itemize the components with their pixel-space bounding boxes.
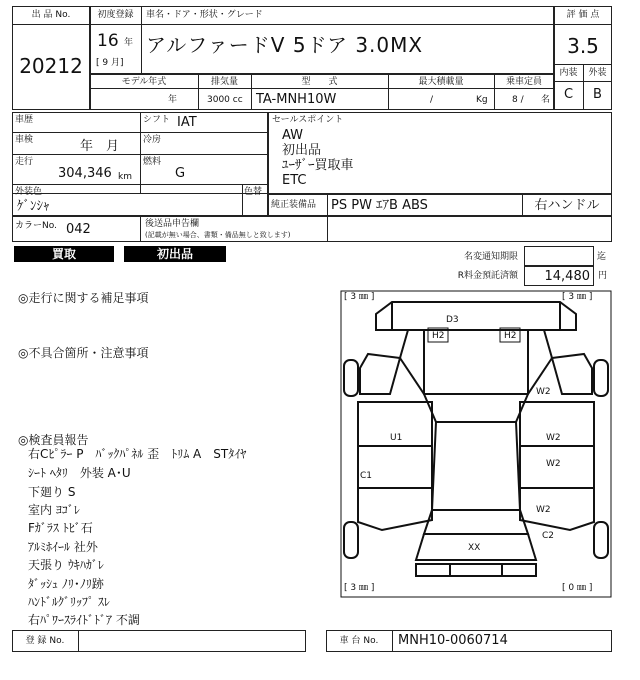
equipment-label: 純正装備品 bbox=[271, 200, 317, 210]
sales-point-item: ETC bbox=[282, 173, 307, 188]
ext-color-value: ｹﾞﾝｼｬ bbox=[17, 199, 50, 214]
post-report-note: (記載が無い場合、書類・備品無しと致します) bbox=[145, 231, 291, 239]
buyback-badge: 買取 bbox=[14, 246, 114, 262]
model-year-unit: 年 bbox=[168, 95, 178, 105]
color-change-label: 色替 bbox=[244, 187, 263, 197]
defect-remarks-label: ◎不具合箇所・注意事項 bbox=[18, 346, 149, 360]
change-deadline-unit: 迄 bbox=[597, 252, 607, 262]
capacity-label: 乗車定員 bbox=[505, 77, 542, 87]
first-listing-badge: 初出品 bbox=[124, 246, 226, 262]
interior-grade: C bbox=[563, 87, 574, 102]
mileage-label: 走行 bbox=[15, 157, 34, 167]
color-no-value: 042 bbox=[66, 222, 91, 237]
damage-mark-w2-d: W2 bbox=[536, 505, 551, 515]
lot-no-label: 出 品 No. bbox=[31, 10, 71, 20]
steering-value: 右ハンドル bbox=[534, 198, 600, 213]
damage-mark-u1: U1 bbox=[390, 433, 403, 443]
chassis-no-value: MNH10-0060714 bbox=[398, 633, 508, 648]
equipment-value: PS PW ｴｱB ABS bbox=[331, 198, 428, 213]
damage-mark-h2-left: H2 bbox=[432, 331, 445, 341]
inspector-line: 右Cﾋﾟﾗｰ P ﾊﾞｯｸﾊﾟﾈﾙ 歪 ﾄﾘﾑ A STﾀｲﾔ bbox=[28, 447, 247, 461]
change-deadline-box bbox=[524, 246, 594, 266]
car-name-label: 車名・ドア・形状・グレード bbox=[146, 10, 263, 20]
capacity-unit: 名 bbox=[541, 95, 551, 105]
shift-label: シフト bbox=[143, 115, 171, 125]
inspection-label: 車検 bbox=[15, 135, 34, 145]
inspector-line: 室内 ﾖｺﾞﾚ bbox=[28, 503, 80, 517]
post-report-label: 後送品申告欄 bbox=[145, 219, 200, 229]
model-year-label: モデル年式 bbox=[121, 77, 167, 87]
mileage-value: 304,346 bbox=[58, 166, 112, 181]
recycle-value: 14,480 bbox=[544, 269, 590, 284]
max-load-unit: Kg bbox=[476, 95, 488, 105]
mileage-unit: km bbox=[118, 172, 132, 182]
damage-mark-c1: C1 bbox=[360, 471, 373, 481]
sales-point-item: AW bbox=[282, 128, 304, 143]
fuel-value: G bbox=[175, 166, 186, 181]
tread-depth-rear-left: [ 3 ㎜ ] bbox=[344, 583, 375, 593]
damage-mark-xx: XX bbox=[468, 543, 481, 553]
tread-depth-rear-right: [ 0 ㎜ ] bbox=[562, 583, 593, 593]
inspector-line: ﾀﾞｯｼｭ ﾉﾘ･ﾉﾘ跡 bbox=[28, 577, 104, 591]
ext-color-box bbox=[12, 184, 268, 216]
damage-mark-d3: D3 bbox=[446, 315, 459, 325]
inspector-line: Fｶﾞﾗｽ ﾄﾋﾞ石 bbox=[28, 521, 93, 535]
ext-color-label: 外装色 bbox=[15, 187, 43, 197]
interior-label: 内装 bbox=[559, 68, 578, 78]
damage-mark-h2-right: H2 bbox=[504, 331, 517, 341]
score-value: 3.5 bbox=[567, 34, 599, 58]
capacity-value: 8 / bbox=[512, 95, 524, 105]
shift-value: IAT bbox=[177, 115, 197, 130]
damage-mark-w2-c: W2 bbox=[546, 459, 561, 469]
damage-mark-c2: C2 bbox=[542, 531, 555, 541]
history-label: 車歴 bbox=[15, 115, 34, 125]
fuel-label: 燃料 bbox=[143, 157, 162, 167]
inspector-line: 右ﾊﾟﾜｰｽﾗｲﾄﾞﾄﾞｱ 不調 bbox=[28, 613, 140, 627]
first-reg-year: 16 bbox=[97, 31, 119, 51]
max-load-label: 最大積載量 bbox=[418, 77, 464, 87]
displacement-value: 3000 cc bbox=[207, 95, 243, 105]
type-label: 型 式 bbox=[301, 77, 338, 87]
change-deadline-label: 名変通知期限 bbox=[463, 252, 518, 262]
type-value: TA-MNH10W bbox=[256, 92, 337, 107]
sales-points-label: セールスポイント bbox=[272, 115, 344, 125]
car-damage-diagram bbox=[340, 290, 612, 598]
driving-remarks-label: ◎走行に関する補足事項 bbox=[18, 291, 149, 305]
sales-point-item: 初出品 bbox=[282, 143, 322, 158]
inspector-report-label: ◎検査員報告 bbox=[18, 433, 89, 447]
damage-mark-w2-a: W2 bbox=[536, 387, 551, 397]
registration-no-label: 登 録 No. bbox=[25, 636, 65, 646]
tread-depth-front-left: [ 3 ㎜ ] bbox=[344, 292, 375, 302]
inspector-line: ｱﾙﾐﾎｲｰﾙ 社外 bbox=[28, 540, 98, 554]
exterior-grade: B bbox=[593, 87, 602, 102]
aircon-label: 冷房 bbox=[143, 135, 162, 145]
inspector-line: ｼｰﾄ ﾍﾀﾘ 外装 A･U bbox=[28, 466, 131, 480]
recycle-unit: 円 bbox=[598, 271, 608, 281]
car-name: アルファードV 5ドア 3.0MX bbox=[146, 33, 424, 57]
damage-mark-w2-b: W2 bbox=[546, 433, 561, 443]
exterior-label: 外装 bbox=[588, 68, 607, 78]
first-reg-label: 初度登録 bbox=[97, 10, 134, 20]
first-reg-month: [ 9 月] bbox=[96, 58, 124, 68]
displacement-label: 排気量 bbox=[210, 77, 238, 87]
first-reg-year-unit: 年 bbox=[124, 38, 134, 48]
inspection-value: 年 月 bbox=[80, 139, 120, 154]
inspector-line: ﾊﾝﾄﾞﾙｸﾞﾘｯﾌﾟ ｽﾚ bbox=[28, 595, 110, 609]
score-label: 評 価 点 bbox=[566, 10, 600, 20]
lot-no-value: 20212 bbox=[19, 54, 83, 78]
sales-point-item: ﾕｰｻﾞｰ買取車 bbox=[282, 158, 354, 173]
color-no-box bbox=[12, 216, 612, 242]
max-load-value: / bbox=[430, 95, 434, 105]
inspector-line: 天張り ｳｷﾊｶﾞﾚ bbox=[28, 558, 104, 572]
color-no-label: カラーNo. bbox=[15, 221, 57, 231]
inspector-line: 下廻り S bbox=[28, 485, 76, 499]
recycle-label: R料金預託済額 bbox=[457, 271, 518, 281]
tread-depth-front-right: [ 3 ㎜ ] bbox=[562, 292, 593, 302]
chassis-no-label: 車 台 No. bbox=[339, 636, 379, 646]
